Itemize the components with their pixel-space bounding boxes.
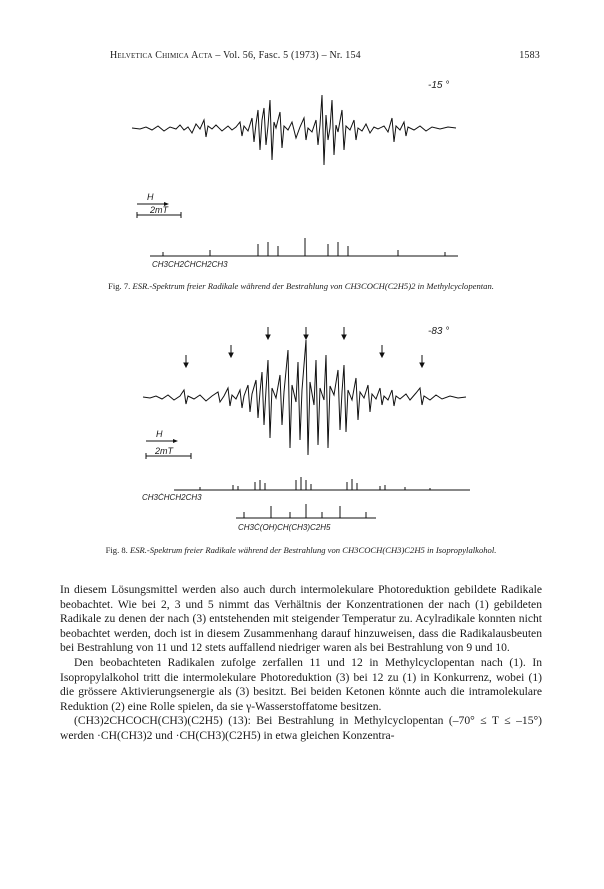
page-number: 1583 [519,50,540,61]
fig7-stick-spectrum [150,238,458,256]
fig7-field-label: H [147,192,154,202]
fig8-radical-label-1: CH3ĊHCH2CH3 [142,493,202,502]
fig8-caption [60,545,542,557]
fig7-temperature: -15 ° [428,80,450,91]
fig8-caption-label: Fig. 8. [105,545,128,555]
paragraph-3: (CH3)2CHCOCH(CH3)(C2H5) (13): Bei Bestrahlung in Methylcyclopentan (–70° ≤ T ≤ –15°) werden ·CH(CH3)2 und ·CH(CH3)(C2H5) in etwa gleichen Konzentra- [60,714,542,742]
fig7-radical-label: CH3CH2ĊHCH2CH3 [152,260,228,269]
paragraph-2: Den beobachteten Radikalen zufolge zerfallen 11 und 12 in Methylcyclopentan nach (1). In Isopropylalkohol tritt die intermolekulare Photoreduktion (3) bei 12 zu (1) in Konkurrenz, wobei (1) die grössere Aktivierungsenergie als (3) besitzt. Bei beiden Ketonen könnte auch die intramolekulare Reduktion (2) eine Rolle spielen, da sie γ-Wasserstoffatome besitzen. [60,655,542,713]
fig7-caption-text: ESR.-Spektrum freier Radikale während der Bestrahlung von CH3COCH(C2H5)2 in Methylcyclopentan. [132,281,494,291]
fig8-radical-label-2: CH3Ċ(OH)CH(CH3)C2H5 [238,523,331,532]
fig8-field-label: H [156,429,163,439]
body-text [60,583,542,744]
fig8-temperature: -83 ° [428,326,450,337]
journal-name: Helvetica Chimica Acta [110,50,213,61]
fig7-scale-label: 2mT [150,205,168,215]
journal-issue: – Vol. 56, Fasc. 5 (1973) – Nr. 154 [215,50,361,61]
fig7-caption [60,281,542,293]
fig8-caption-text: ESR.-Spektrum freier Radikale während der Bestrahlung von CH3COCH(CH3)C2H5 in Isopropylalkohol. [129,545,497,555]
fig7-caption-label: Fig. 7. [108,281,131,291]
paragraph-1: In diesem Lösungsmittel werden also auch durch intermolekulare Photoreduktion gebildete Radikale beobachtet. Wie bei 2, 3 und 5 nimmt das Verhältnis der Konzentrationen der nach (1) gebildeten Radikale zu denen der nach (3) entstehenden mit steigender Temperatur zu. Acylradikale konnten nicht beobachtet werden, doch ist in diesem Zusammenhang darauf hinzuweisen, dass die Radikalausbeuten bei Bestrahlung von 11 und 12 stets auffallend niedriger waren als bei Bestrahlung von 9 und 10. [60,583,542,655]
fig8-stick-spectrum-2 [236,504,376,518]
fig8-stick-spectrum-1 [174,477,470,490]
fig8-scale-label: 2mT [155,446,173,456]
fig7-esr-trace [132,95,456,165]
fig8-esr-trace [143,340,466,455]
